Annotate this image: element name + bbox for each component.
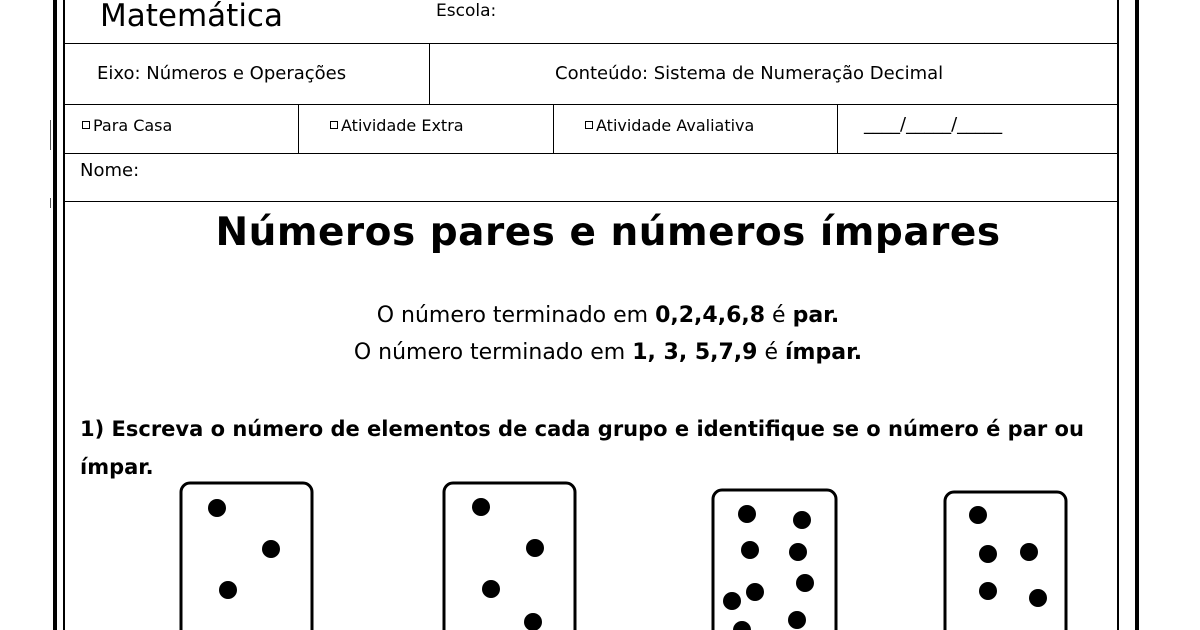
domino-card-4 [945,492,1066,630]
option-label: Atividade Avaliativa [596,116,755,135]
name-label: Nome: [80,160,140,181]
domino-dot [793,511,811,529]
axis-label: Eixo: Números e Operações [97,63,347,84]
domino-dot [969,506,987,524]
school-label: Escola: [436,1,497,21]
domino-dot [219,581,237,599]
page-title: Números pares e números ímpares [215,210,1001,255]
domino-dot [979,545,997,563]
domino-dot [482,580,500,598]
domino-card-2 [444,483,575,630]
domino-card-1 [181,483,312,630]
rule-text: é [765,303,793,328]
domino-dot [526,539,544,557]
rule-word: ímpar [785,340,854,365]
rule-text: O número terminado em [353,340,633,365]
option-label: Para Casa [93,116,173,135]
domino-dot [1029,589,1047,607]
rule-digits: 0,2,4,6,8 [655,303,766,328]
subject-title: Matemática [100,0,283,34]
domino-dot [741,541,759,559]
domino-dot [796,574,814,592]
domino-dot [208,499,226,517]
rule-word: par [792,303,831,328]
rule-text: O número terminado em [376,303,656,328]
domino-dot [738,505,756,523]
domino-dot [746,583,764,601]
domino-dot [1020,543,1038,561]
domino-dot [789,543,807,561]
domino-dot [472,498,490,516]
question-1: 1) Escreva o número de elementos de cada grupo e identifique se o número é par ou ímpar. [80,417,1084,479]
date-field[interactable]: ____/_____/_____ [864,114,1003,135]
domino-dot [979,582,997,600]
rule-text: . [853,340,863,365]
rule-text: é [757,340,786,365]
rule-digits: 1, 3, 5,7,9 [632,340,758,365]
domino-dot [262,540,280,558]
domino-dot [788,611,806,629]
rule-text: . [830,303,840,328]
option-label: Atividade Extra [341,116,464,135]
domino-dot [723,592,741,610]
content-label: Conteúdo: Sistema de Numeração Decimal [555,63,944,84]
